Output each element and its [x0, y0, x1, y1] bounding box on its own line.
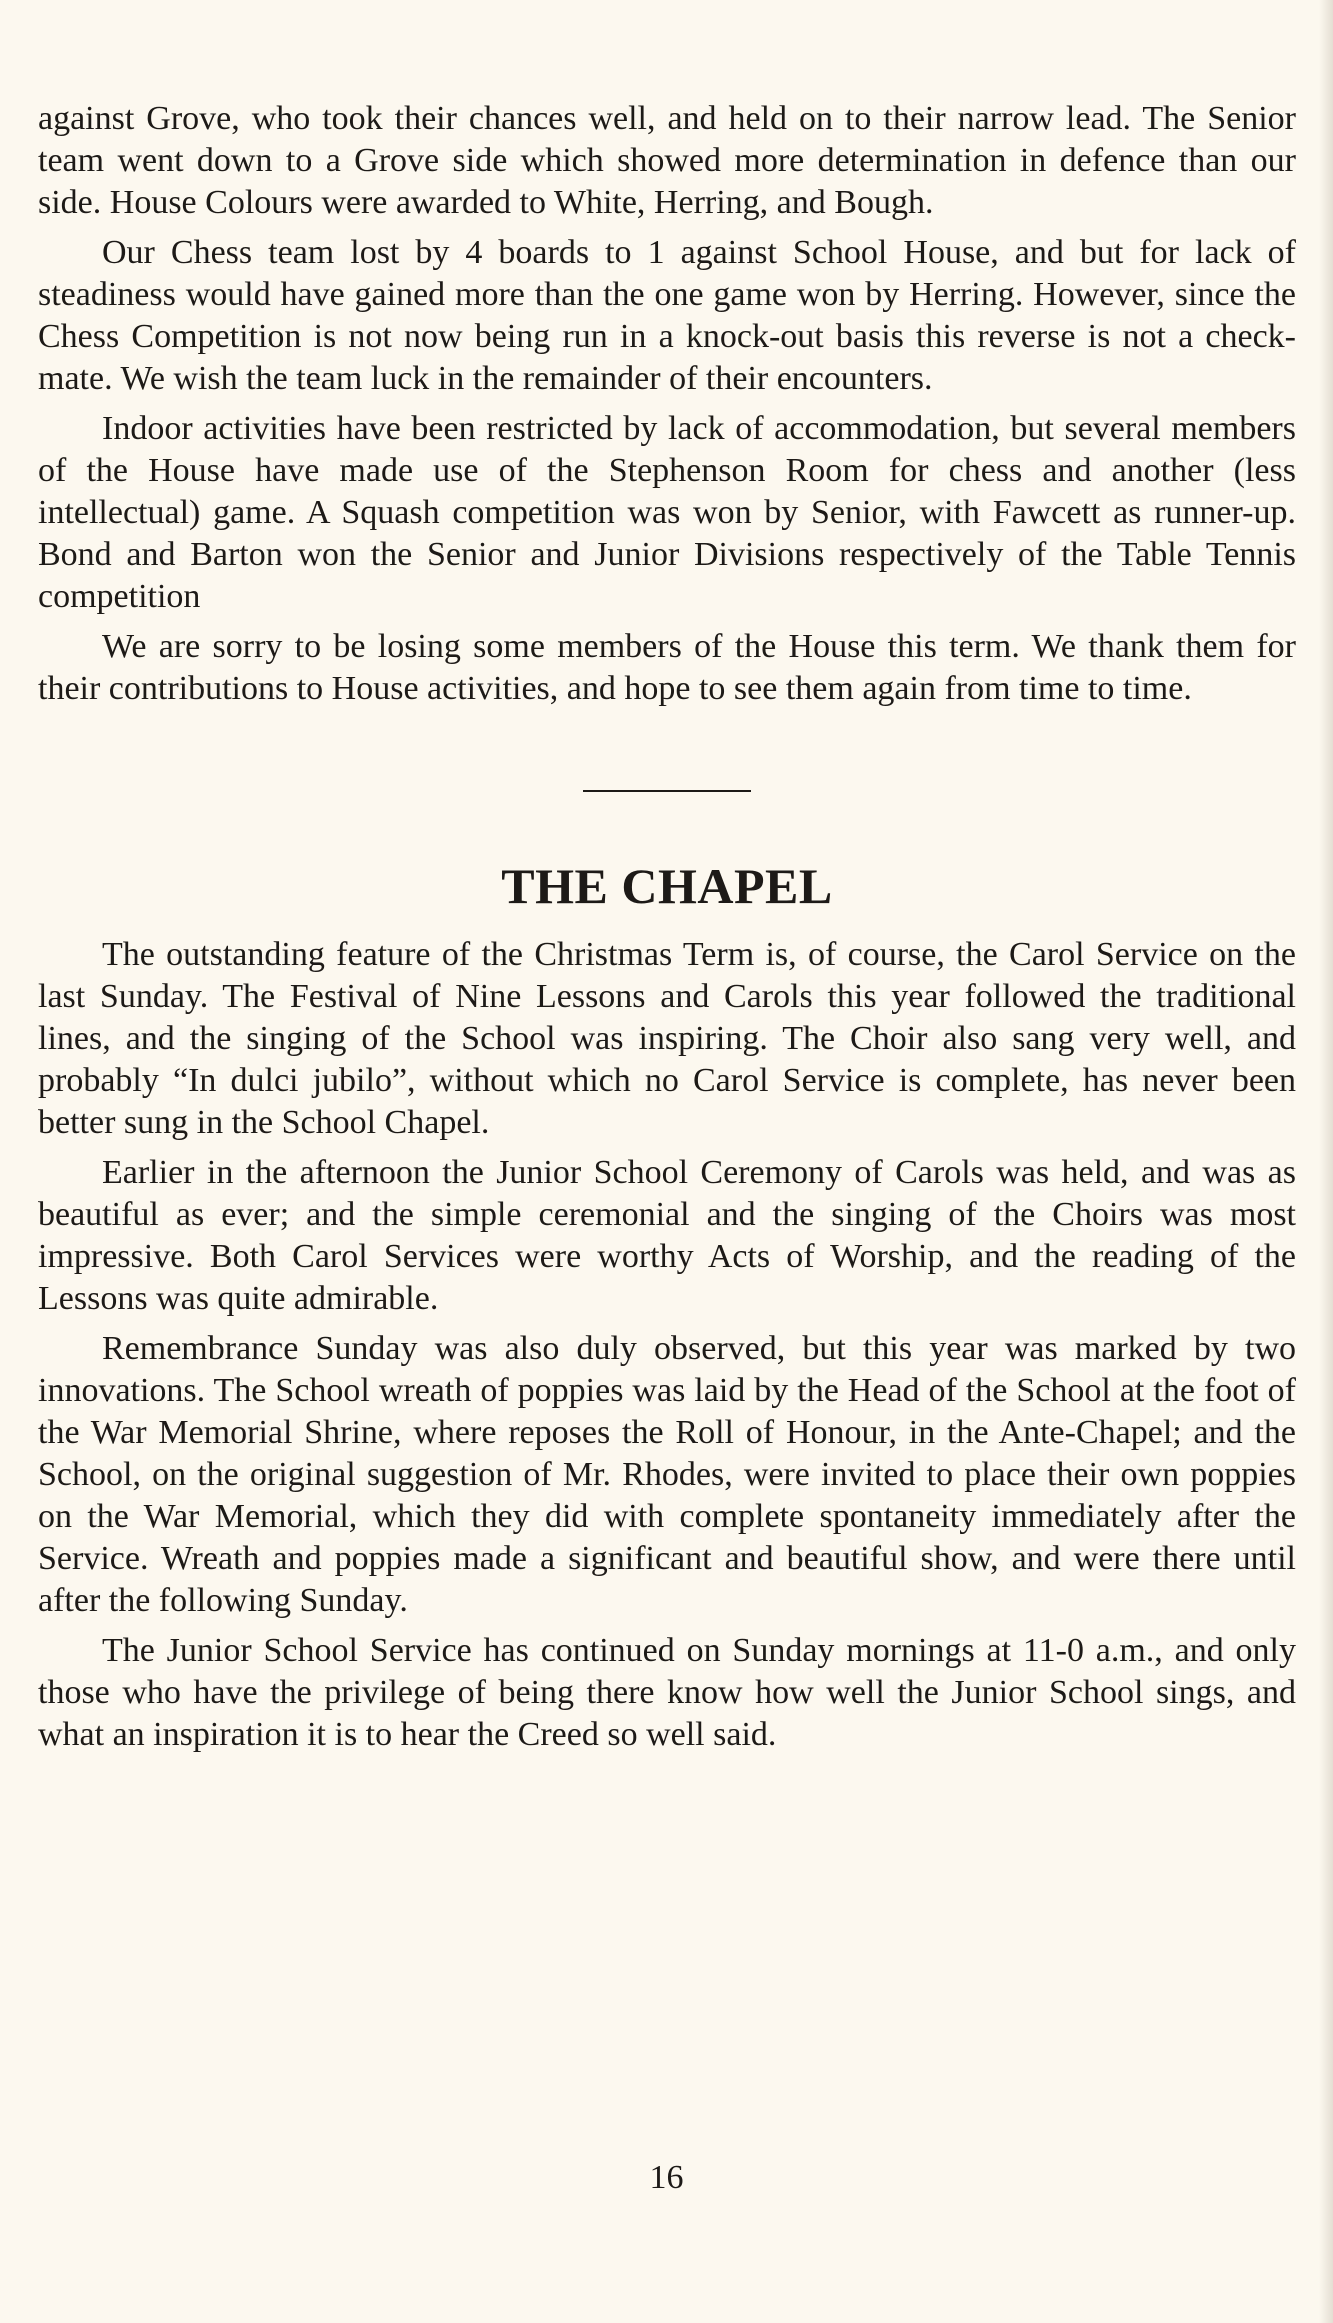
chapel-paragraph: Remembrance Sunday was also duly observed, but this year was marked by two innovations. The School wreath of poppies was laid by the Head of the School at the foot of the War Memorial Shrine, where reposes the Roll of Honour, in the Ante-Chapel; and the School, on the original suggestion of Mr. Rhodes, were invited to place their own poppies on the War Memorial, which they did with complete spontaneity immediately after the Service. Wreath and poppies made a significant and beautiful show, and were there until after the following Sunday. [38, 1330, 1296, 1619]
house-report-paragraph: Indoor activities have been restricted by lack of accommodation, but several members of the House have made use of the Stephenson Room for chess and another (less intellectual) game. A Squash competition was won by Senior, with Fawcett as runner-up. Bond and Barton won the Senior and Junior Divisions respectively of the Table Tennis competition [38, 410, 1296, 615]
chapel-paragraph: Earlier in the afternoon the Junior School Ceremony of Carols was held, and was as beautiful as ever; and the simple ceremonial and the singing of the Choirs was most impressive. Both Carol Services were worthy Acts of Worship, and the reading of the Lessons was quite admirable. [38, 1154, 1296, 1317]
section-divider [583, 790, 751, 792]
house-report-paragraph: Our Chess team lost by 4 boards to 1 against School House, and but for lack of steadiness would have gained more than the one game won by Herring. However, since the Chess Competition is not now being run in a knock-out basis this reverse is not a check-mate. We wish the team luck in the remainder of their encounters. [38, 234, 1296, 397]
page-edge-shadow [1319, 0, 1333, 2323]
chapel-paragraph: The outstanding feature of the Christmas Term is, of course, the Carol Service on the last Sunday. The Festival of Nine Lessons and Carols this year followed the traditional lines, and the singing of the School was inspiring. The Choir also sang very well, and probably “In dulci jubilo”, without which no Carol Service is complete, has never been better sung in the School Chapel. [38, 936, 1296, 1141]
chapel-heading: THE CHAPEL [501, 858, 833, 914]
chapel-paragraph: The Junior School Service has continued on Sunday mornings at 11-0 a.m., and only those who have the privilege of being there know how well the Junior School sings, and what an inspiration it is to hear the Creed so well said. [38, 1632, 1296, 1753]
house-report-paragraph: against Grove, who took their chances well, and held on to their narrow lead. The Senior team went down to a Grove side which showed more determination in defence than our side. House Colours were awarded to White, Herring, and Bough. [38, 100, 1296, 221]
page-number: 16 [649, 2159, 684, 2196]
house-report-paragraph: We are sorry to be losing some members of the House this term. We thank them for their contributions to House activities, and hope to see them again from time to time. [38, 628, 1296, 707]
page-content [38, 98, 1296, 1756]
